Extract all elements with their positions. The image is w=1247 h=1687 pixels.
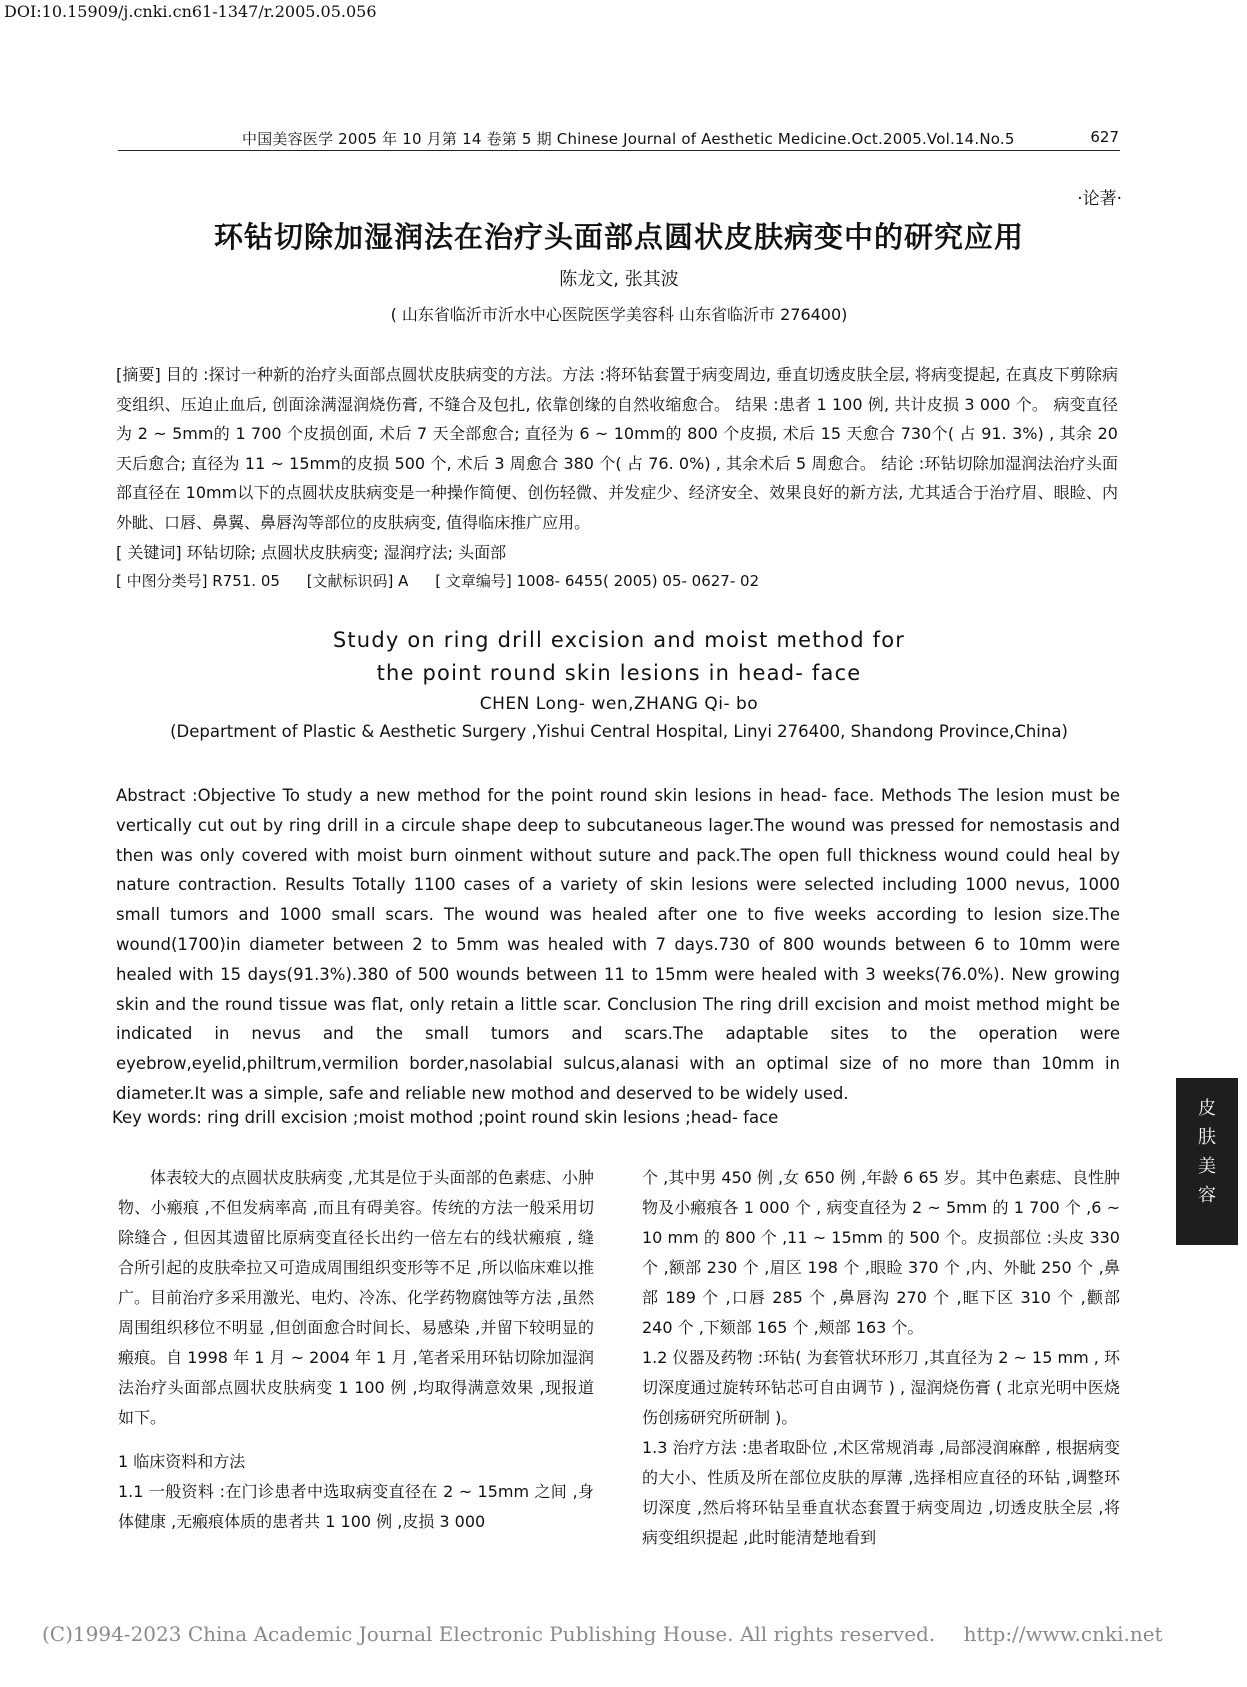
footer-url: http://www.cnki.net — [963, 1622, 1163, 1646]
copyright-text: (C)1994-2023 China Academic Journal Electronic Publishing House. All rights reserved. — [42, 1622, 936, 1646]
side-tab-char: 容 — [1198, 1185, 1216, 1206]
english-authors: CHEN Long- wen,ZHANG Qi- bo — [479, 694, 759, 714]
english-abstract-text: Abstract :Objective To study a new method for the point round skin lesions in head- face. Methods The lesion must be vertically cut out by ring drill in a circule shape deep to subcutaneous lager.The wound was pressed for nemostasis and then was only covered with moist burn oinment without suture and pack.The open full thickness wound could heal by nature contraction. Results Totally 1100 cases of a variety of skin lesions were selected including 1000 nevus, 1000 small tumors and 1000 small scars. The wound was healed after one to five weeks according to lesion size.The wound(1700)in diameter between 2 to 5mm was healed with 7 days.730 of 800 wounds between 6 to 10mm were healed with 15 days(91.3%).380 of 500 wounds between 11 to 15mm were healed with 3 weeks(76.0%). New growing skin and the round tissue was flat, only retain a little scar. Conclusion The ring drill excision and moist method might be indicated in nevus and the small tumors and scars.The adaptable sites to the operation were eyebrow,eyelid,philtrum,vermilion border,nasolabial sulcus,alanasi with an optimal size of no more than 10mm in diameter.It was a simple, safe and reliable new mothod and deserved to be widely used. — [116, 786, 1120, 1103]
english-title-line-2: the point round skin lesions in head- face — [376, 661, 862, 685]
subsection-1-2: 1.2 仪器及药物 :环钻( 为套管状环形刀 ,其直径为 2 ~ 15 mm , 环切深度通过旋转环钻芯可自由调节 ) , 湿润烧伤膏 ( 北京光明中医烧伤创疡研究所研制 )。 — [642, 1348, 1120, 1427]
chinese-abstract — [116, 360, 1118, 537]
classification-line — [116, 570, 781, 591]
body-column-left — [118, 1163, 594, 1537]
authors: 陈龙文, 张其波 — [559, 269, 679, 290]
running-head: 中国美容医学 2005 年 10 月第 14 卷第 5 期 Chinese Journal of Aesthetic Medicine.Oct.2005.Vol.14.No.5 — [242, 130, 1015, 148]
section-side-tab — [1176, 1078, 1238, 1245]
side-tab-char: 肤 — [1198, 1127, 1216, 1148]
subsection-1-3: 1.3 治疗方法 :患者取卧位 ,术区常规消毒 ,局部浸润麻醉 , 根据病变的大小、性质及所在部位皮肤的厚薄 ,选择相应直径的环钻 ,调整环切深度 ,然后将环钻呈垂直状态套置于病变周边 ,切透皮肤全层 ,将病变组织提起 ,此时能清楚地看到 — [642, 1438, 1120, 1547]
subsection-1-1: 1.1 一般资料 :在门诊患者中选取病变直径在 2 ~ 15mm 之间 ,身体健康 ,无瘢痕体质的患者共 1 100 例 ,皮损 3 000 — [118, 1482, 594, 1531]
doi-line: DOI:10.15909/j.cnki.cn61-1347/r.2005.05.056 — [4, 2, 377, 21]
header-rule — [118, 150, 1120, 151]
document-code: [文献标识码] A — [306, 572, 409, 590]
article-number: [ 文章编号] 1008- 6455( 2005) 05- 0627- 02 — [435, 572, 760, 590]
side-tab-char: 皮 — [1198, 1098, 1216, 1119]
english-title-line-1: Study on ring drill excision and moist method for — [332, 628, 906, 652]
abstract-text: [摘要] 目的 :探讨一种新的治疗头面部点圆状皮肤病变的方法。方法 :将环钻套置于病变周边, 垂直切透皮肤全层, 将病变提起, 在真皮下剪除病变组织、压迫止血后, 创面涂满湿润烧伤膏, 不缝合及包扎, 依靠创缘的自然收缩愈合。 结果 :患者 1 100 例, 共计皮损 3 000 个。 病变直径为 2 ~ 5mm的 1 700 个皮损创面, 术后 7 天全部愈合; 直径为 6 ~ 10mm的 800 个皮损, 术后 15 天愈合 730个( 占 91. 3%) , 其余 20 天后愈合; 直径为 11 ~ 15mm的皮损 500 个, 术后 3 周愈合 380 个( 占 76. 0%) , 其余术后 5 周愈合。 结论 :环钻切除加湿润法治疗头面部直径在 10mm以下的点圆状皮肤病变是一种操作简便、创伤轻微、并发症少、经济安全、效果良好的新方法, 尤其适合于治疗眉、眼睑、内外眦、口唇、鼻翼、鼻唇沟等部位的皮肤病变, 值得临床推广应用。 — [116, 365, 1118, 532]
page-number: 627 — [1090, 128, 1119, 146]
english-keywords: Key words: ring drill excision ;moist mothod ;point round skin lesions ;head- face — [112, 1108, 779, 1127]
clc-number: [ 中图分类号] R751. 05 — [116, 572, 280, 590]
copyright-footer — [42, 1622, 1163, 1646]
english-abstract — [116, 781, 1120, 1109]
english-title — [118, 624, 1120, 690]
side-tab-char: 美 — [1198, 1156, 1216, 1177]
patient-details-paragraph: 个 ,其中男 450 例 ,女 650 例 ,年龄 6 65 岁。其中色素痣、良性肿物及小瘢痕各 1 000 个 , 病变直径为 2 ~ 5mm 的 1 700 个 ,6 ~ 10 mm 的 800 个 ,11 ~ 15mm 的 500 个。皮损部位 :头皮 330 个 ,额部 230 个 ,眉区 198 个 ,眼睑 370 个 ,内、外眦 250 个 ,鼻部 189 个 ,口唇 285 个 ,鼻唇沟 270 个 ,眶下区 310 个 ,颧部 240 个 ,下颏部 165 个 ,颊部 163 个。 — [642, 1168, 1120, 1337]
section-heading: 1 临床资料和方法 — [118, 1452, 246, 1471]
article-title: 环钻切除加湿润法在治疗头面部点圆状皮肤病变中的研究应用 — [213, 220, 1024, 254]
article-category: ·论著· — [1077, 189, 1122, 209]
english-affiliation: (Department of Plastic & Aesthetic Surgery ,Yishui Central Hospital, Linyi 276400, Shandong Province,China) — [170, 722, 1068, 741]
chinese-keywords: [ 关键词] 环钻切除; 点圆状皮肤病变; 湿润疗法; 头面部 — [116, 543, 507, 562]
intro-paragraph: 体表较大的点圆状皮肤病变 ,尤其是位于头面部的色素痣、小肿物、小瘢痕 ,不但发病率高 ,而且有碍美容。传统的方法一般采用切除缝合 , 但因其遗留比原病变直径长出约一倍左右的线状瘢痕 , 缝合所引起的皮肤牵拉又可造成周围组织变形等不足 ,所以临床难以推广。目前治疗多采用激光、电灼、冷冻、化学药物腐蚀等方法 ,虽然周围组织移位不明显 ,但创面愈合时间长、易感染 ,并留下较明显的瘢痕。自 1998 年 1 月 ~ 2004 年 1 月 ,笔者采用环钻切除加湿润法治疗头面部点圆状皮肤病变 1 100 例 ,均取得满意效果 ,现报道如下。 — [118, 1168, 594, 1427]
affiliation: ( 山东省临沂市沂水中心医院医学美容科 山东省临沂市 276400) — [390, 305, 848, 324]
body-column-right — [642, 1163, 1120, 1553]
